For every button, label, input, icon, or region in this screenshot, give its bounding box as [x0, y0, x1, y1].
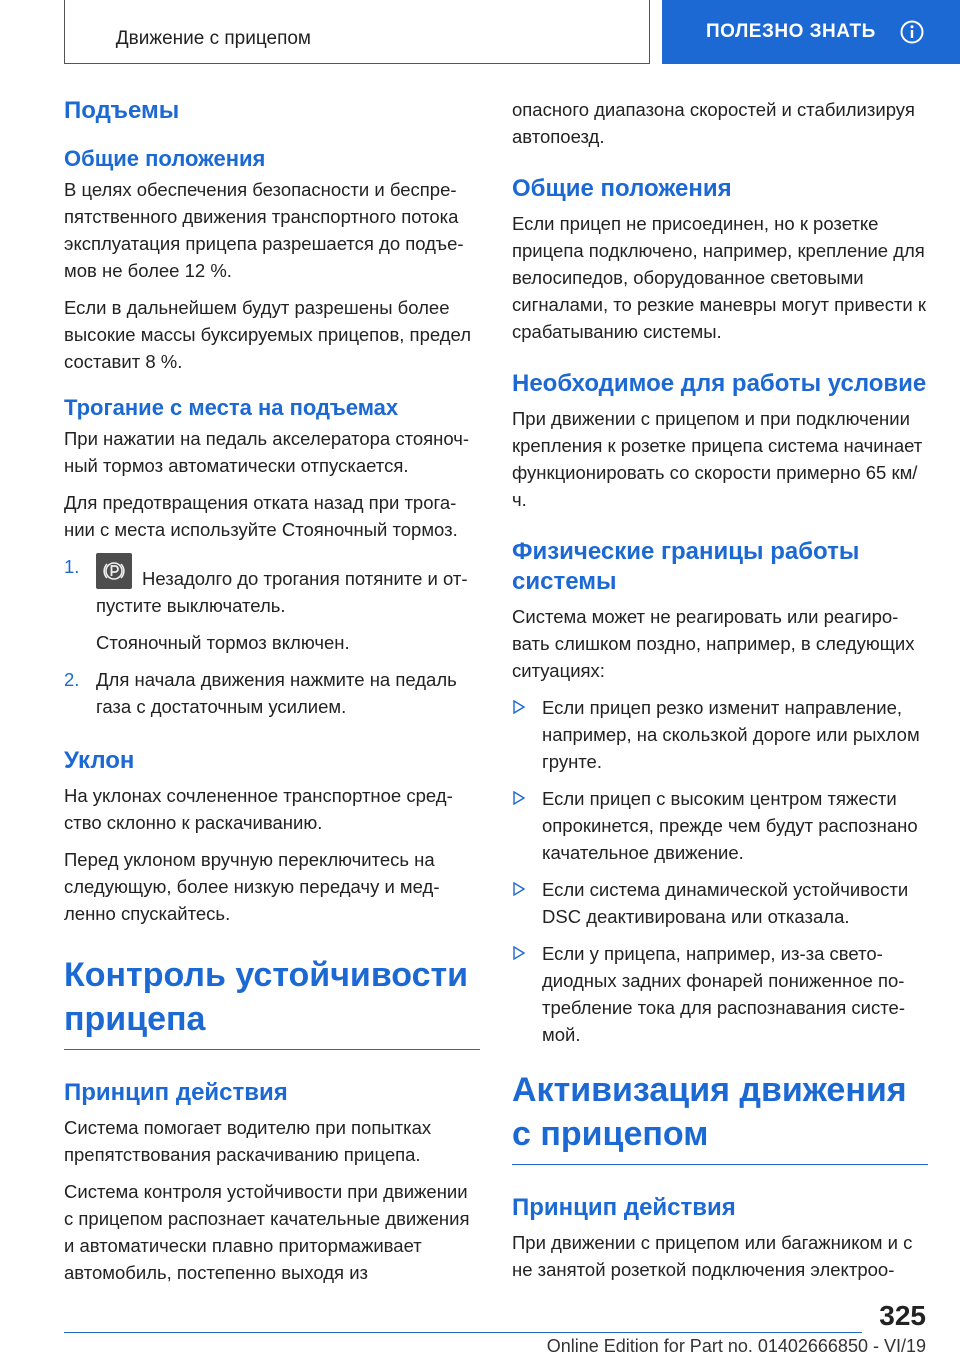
paragraph: Для предотвращения отката назад при трогании с места используйте Стояночный тормоз. [64, 492, 458, 540]
heading-princip: Принцип действия [64, 1079, 288, 1106]
left-column [64, 96, 480, 1296]
paragraph: Система помогает водителю при попытках препятствования раскачиванию прицепа. [64, 1117, 432, 1165]
heading-obshchie-right: Общие положения [512, 175, 732, 202]
step-text: Для начала движения нажмите на педаль газа с достаточным усилием. [96, 669, 457, 717]
situations-list [512, 694, 928, 1048]
heading-troganie: Трогание с места на подъемах [64, 395, 399, 420]
paragraph: Если в дальнейшем будут разрешены более высокие массы буксируемых прицепов, предел составит 8 %. [64, 297, 471, 372]
heading-uklon: Уклон [64, 747, 135, 774]
heading-podemy: Подъемы [64, 97, 180, 124]
paragraph: Система может не реагировать или реагировать слишком поздно, например, в следующих ситуациях: [512, 606, 915, 681]
triangle-bullet-icon [512, 700, 526, 714]
paragraph: На уклонах сочлененное транспортное средство склонно к раскачиванию. [64, 785, 453, 833]
page-number: 325 [879, 1300, 926, 1331]
list-item-text: Если прицеп резко изменит направление, например, на скользкой дороге или рыхлом грунте. [542, 697, 920, 772]
paragraph: опасного диапазона скоростей и стабилизируя автопоезд. [512, 99, 915, 147]
header-section-title: Движение с прицепом [115, 28, 311, 49]
step-item [64, 553, 480, 656]
step-number: 2. [64, 669, 80, 690]
parking-brake-icon [96, 553, 132, 589]
list-item [512, 940, 928, 1048]
paragraph: При движении с прицепом или багажником и с не занятой розеткой подключения электроо- [512, 1232, 913, 1280]
steps-list [64, 553, 480, 720]
heading-granicy: Физические границы работы системы [512, 538, 860, 595]
paragraph: Если прицеп не присоединен, но к розетке прицепа подключено, например, крепление для велосипедов, оборудованное световыми сигналами, то резкие маневры могут привести к срабатыванию системы. [512, 213, 926, 342]
footer-divider [64, 1332, 862, 1333]
header-tab-useful-info[interactable] [662, 0, 960, 64]
step-item [64, 666, 480, 720]
heading-uslovie: Необходимое для работы условие [512, 370, 927, 397]
paragraph: Система контроля устойчивости при движении с прицепом распознает качательные движения и автоматически плавно притормаживает автомобиль, постепенно выходя из [64, 1181, 470, 1283]
heading-princip-right: Принцип действия [512, 1194, 736, 1221]
info-icon [900, 20, 924, 44]
list-item [512, 785, 928, 866]
header-frame [64, 0, 650, 64]
paragraph: При нажатии на педаль акселератора стояночный тормоз автоматически отпускается. [64, 428, 470, 476]
list-item [512, 876, 928, 930]
footer-edition: Online Edition for Part no. 01402666850 - VI/19 [546, 1336, 926, 1356]
paragraph: При движении с прицепом и при подключении крепления к розетке прицепа система начинает функционировать со скорости примерно 65 км/ч. [512, 408, 923, 510]
list-item-text: Если прицеп с высоким центром тяжести опрокинется, прежде чем будут распознано качательное движение. [542, 788, 918, 863]
heading-kontrol: Контроль устойчивости прицепа [64, 953, 480, 1050]
paragraph: Перед уклоном вручную переключитесь на следующую, более низкую передачу и медленно спускайтесь. [64, 849, 440, 924]
triangle-bullet-icon [512, 791, 526, 805]
heading-aktivaciya: Активизация движения с прицепом [512, 1068, 928, 1165]
list-item-text: Если система динамической устойчивости DSC деактивирована или отказала. [542, 879, 909, 927]
right-column [512, 96, 928, 1293]
header-tab-label: ПОЛЕЗНО ЗНАТЬ [706, 21, 876, 42]
step-result: Стояночный тормоз включен. [96, 632, 350, 653]
list-item-text: Если у прицепа, например, из-за светодиодных задних фонарей пониженное потребление тока для распознавания системой. [542, 943, 905, 1045]
list-item [512, 694, 928, 775]
step-number: 1. [64, 556, 80, 577]
triangle-bullet-icon [512, 882, 526, 896]
triangle-bullet-icon [512, 946, 526, 960]
step-text: Незадолго до трогания потяните и отпустите выключатель. [96, 568, 468, 616]
paragraph: В целях обеспечения безопасности и беспрепятственного движения транспортного потока эксплуатация прицепа разрешается до подъемов не более 12 %. [64, 179, 464, 281]
heading-obshchie: Общие положения [64, 146, 266, 171]
